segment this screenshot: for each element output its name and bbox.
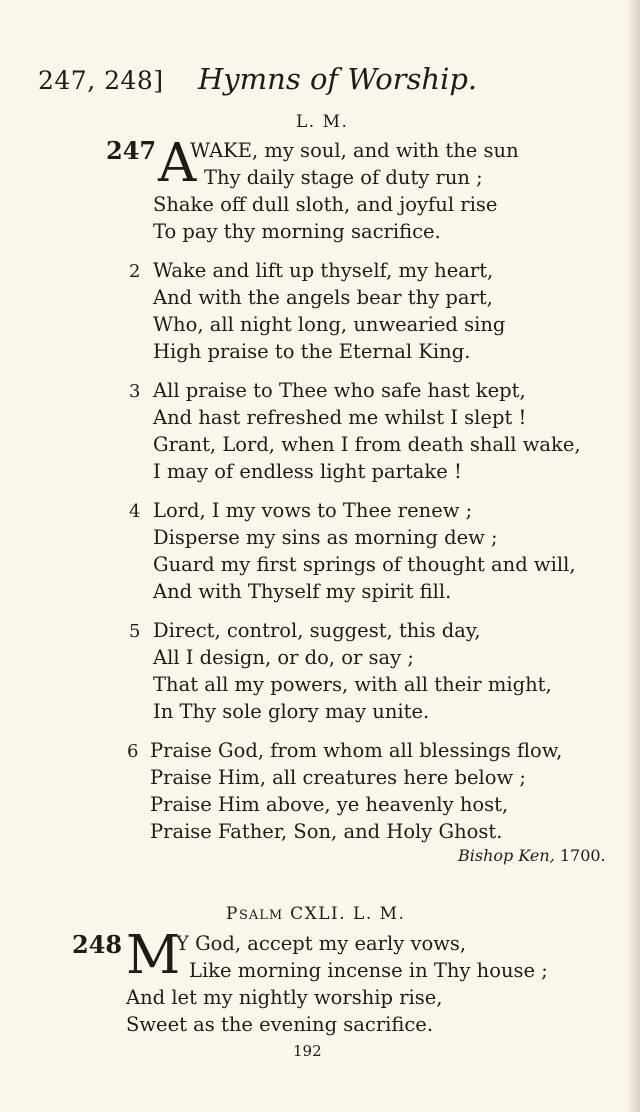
verse-line: Lord, I my vows to Thee renew ; [153, 499, 473, 522]
page-number: 192 [293, 1042, 322, 1060]
verse-line: Like morning incense in Thy house ; [189, 959, 548, 982]
verse-line: And hast refreshed me whilst I slept ! [153, 406, 527, 429]
hymn-248-first-line: Y God, accept my early vows, [176, 932, 467, 955]
verse-line: Praise Father, Son, and Holy Ghost. [150, 820, 503, 843]
attribution-year: 1700. [559, 846, 606, 865]
psalm-initial: P [226, 904, 239, 924]
psalm-small-caps: SALM [238, 908, 284, 923]
attribution-author: Bishop Ken, [458, 846, 555, 865]
hymn-248-dropcap: M [126, 925, 181, 986]
stanza-number: 4 [129, 501, 141, 522]
verse-line: All I design, or do, or say ; [153, 646, 414, 669]
verse-line: Disperse my sins as morning dew ; [153, 526, 498, 549]
hymn-247-attribution [458, 846, 606, 865]
verse-line: High praise to the Eternal King. [153, 340, 471, 363]
hymn-248-meter [226, 904, 405, 924]
verse-line: In Thy sole glory may unite. [153, 700, 430, 723]
verse-line: And with Thyself my spirit fill. [153, 580, 452, 603]
hymn-247-dropcap: A [158, 133, 197, 194]
stanza-number: 5 [129, 621, 141, 642]
hymn-248-number: 248 [72, 930, 123, 959]
header-title: Hymns of Worship. [198, 62, 478, 96]
psalm-number-meter: CXLI. L. M. [290, 904, 406, 924]
verse-line: Shake off dull sloth, and joyful rise [153, 193, 498, 216]
verse-line: And let my nightly worship rise, [126, 986, 443, 1009]
page-edge-shadow [626, 0, 640, 1112]
stanza-number: 3 [129, 381, 141, 402]
verse-line: I may of endless light partake ! [153, 460, 462, 483]
verse-line: Praise Him, all creatures here below ; [150, 766, 526, 789]
verse-line: Direct, control, suggest, this day, [153, 619, 481, 642]
hymn-247-first-line: WAKE, my soul, and with the sun [190, 139, 519, 162]
stanza-number: 2 [129, 261, 141, 282]
verse-line: Wake and lift up thyself, my heart, [153, 259, 494, 282]
verse-line: Who, all night long, unwearied sing [153, 313, 506, 336]
hymn-247-meter: L. M. [296, 112, 349, 132]
stanza-number: 6 [127, 741, 139, 762]
verse-line: All praise to Thee who safe hast kept, [153, 379, 526, 402]
running-header [38, 62, 608, 102]
verse-line: To pay thy morning sacrifice. [153, 220, 441, 243]
verse-line: Praise God, from whom all blessings flow, [150, 739, 563, 762]
verse-line: Grant, Lord, when I from death shall wake, [153, 433, 581, 456]
verse-line: Guard my first springs of thought and will, [153, 553, 576, 576]
verse-line: Thy daily stage of duty run ; [204, 166, 483, 189]
hymn-247-number: 247 [106, 136, 157, 165]
verse-line: Sweet as the evening sacrifice. [126, 1013, 434, 1036]
verse-line: And with the angels bear thy part, [153, 286, 493, 309]
header-page-range: 247, 248] [38, 66, 164, 95]
verse-line: That all my powers, with all their might, [153, 673, 552, 696]
verse-line: Praise Him above, ye heavenly host, [150, 793, 509, 816]
